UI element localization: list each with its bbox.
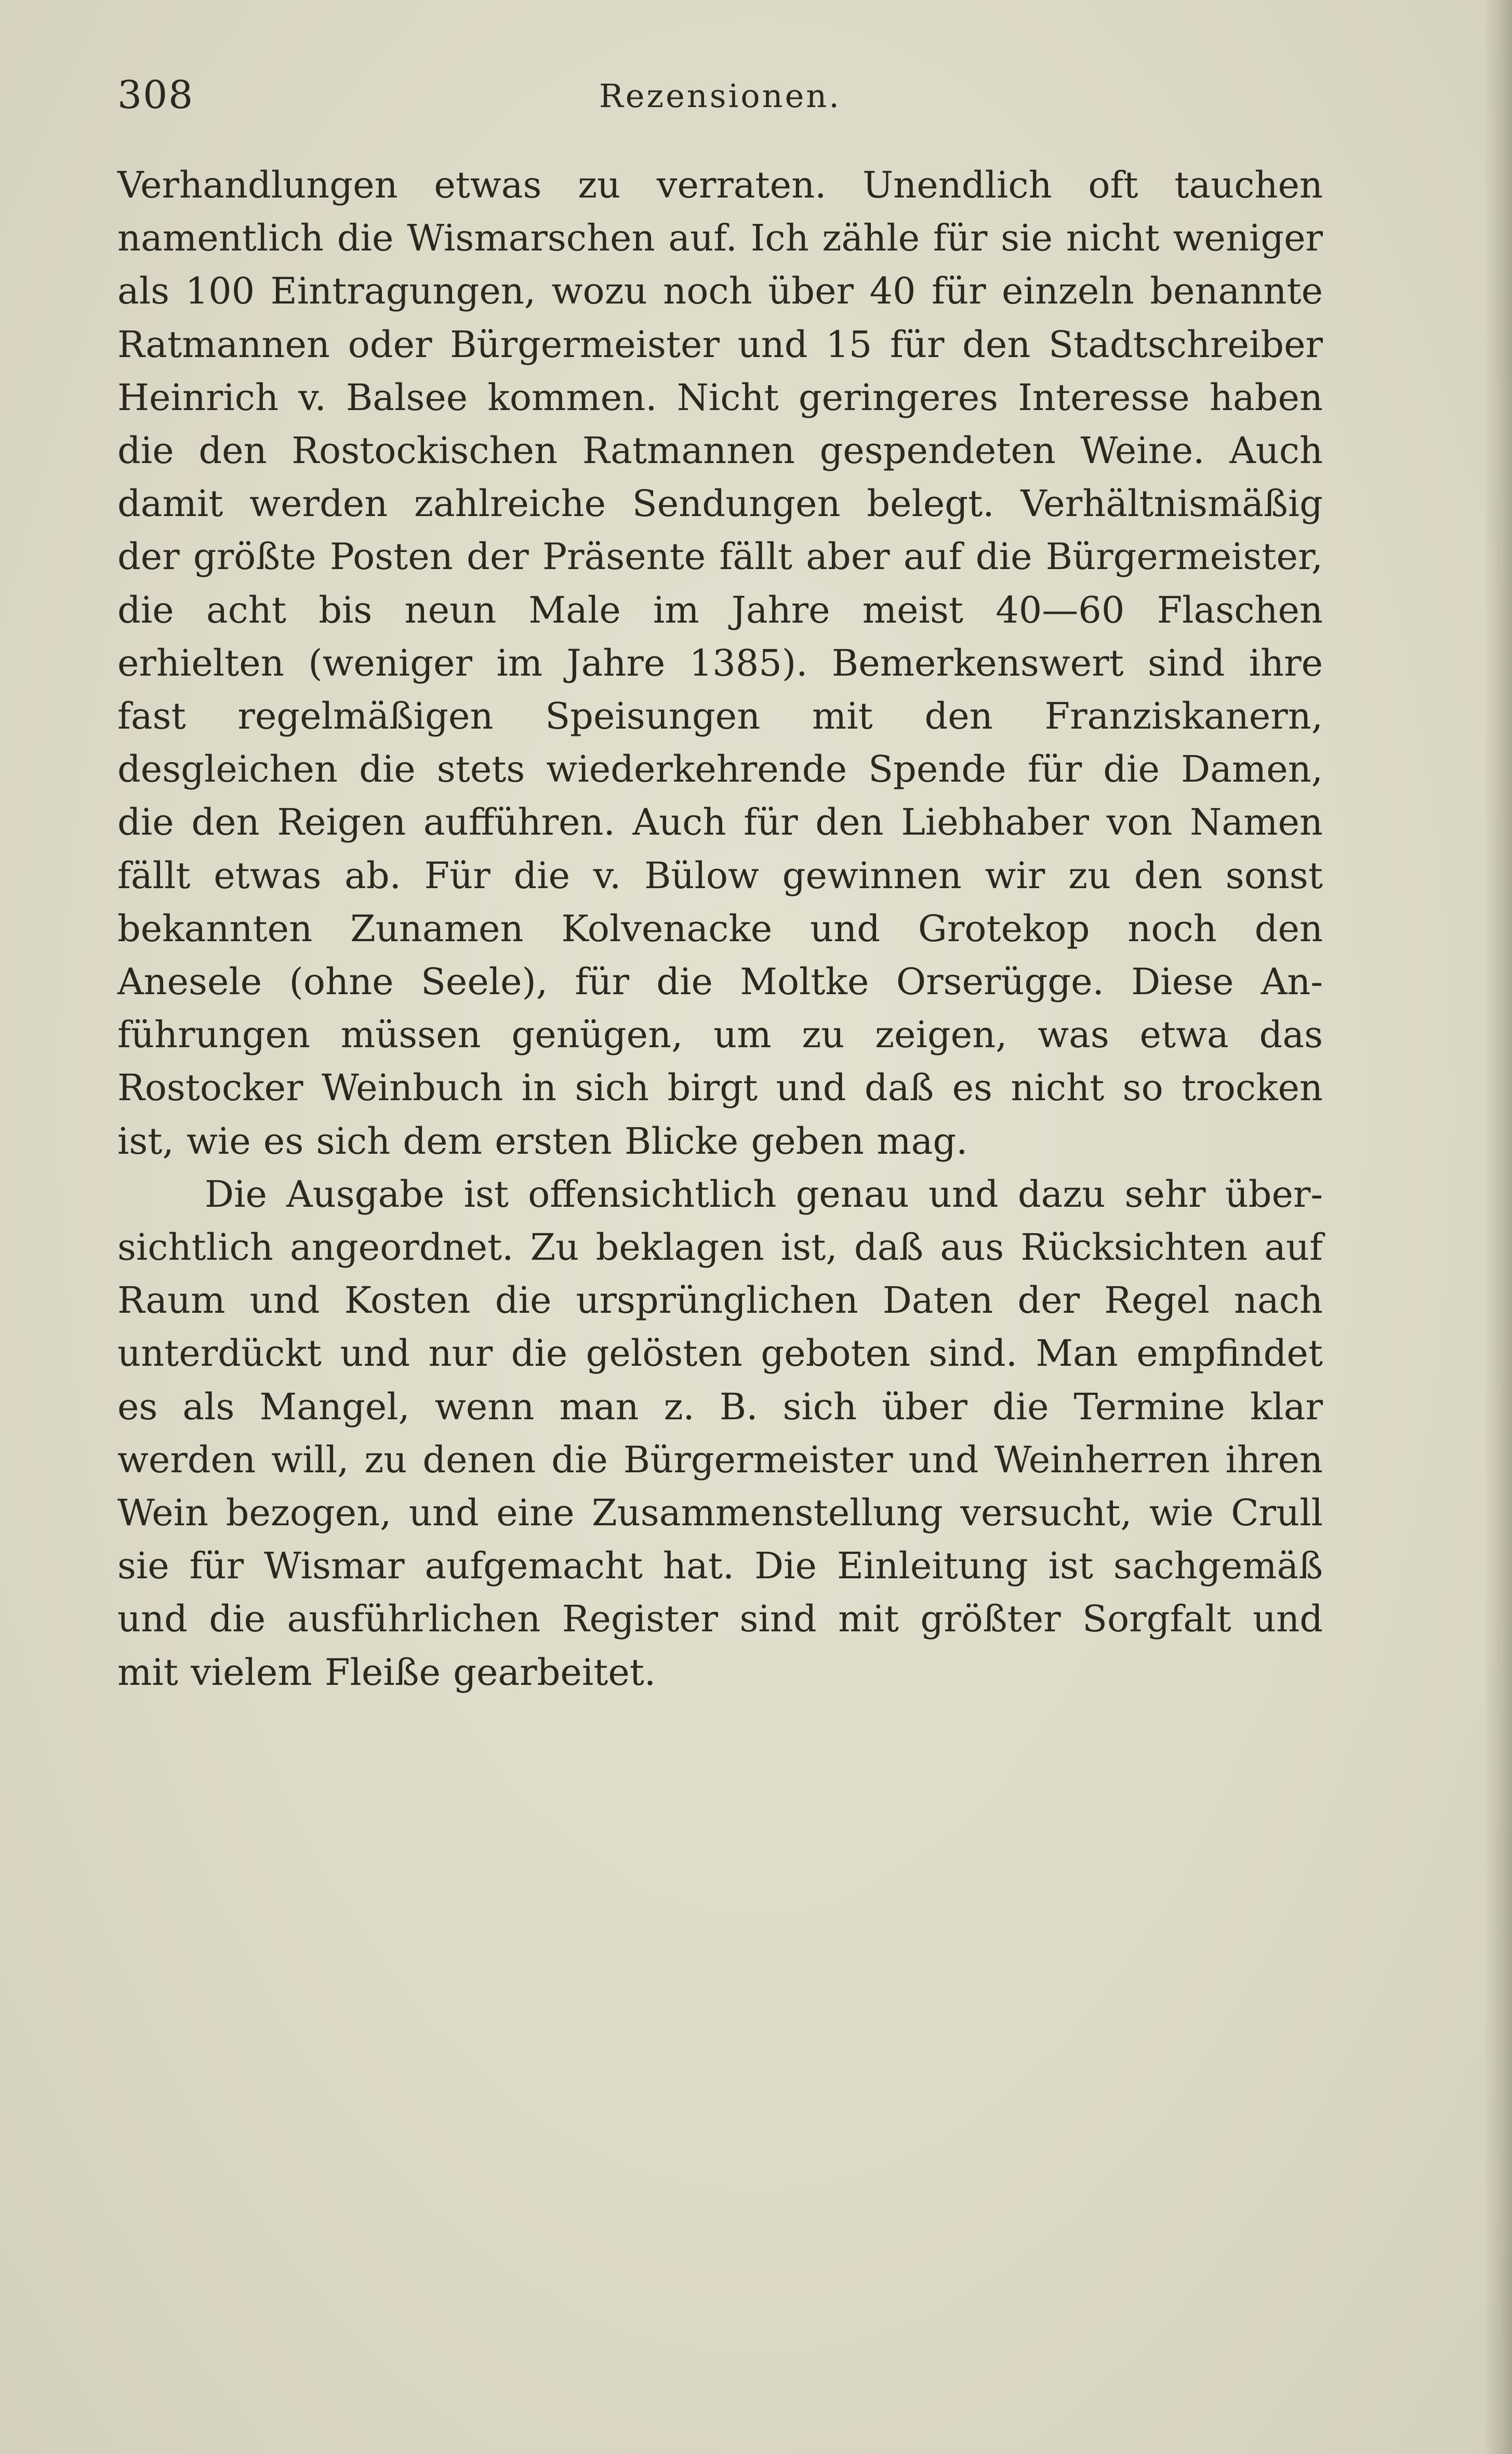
paragraph-1: Verhandlungen etwas zu verraten. Unendlich oft tauchen namentlich die Wismarschen auf. Ich zähle für sie nicht weniger als 100 Eintragungen, wozu noch über 40 für einzeln benannte Ratmannen oder Bürgermeister und 15 für den Stadtschreiber Heinrich v. Balsee kommen. Nicht geringeres Interesse haben die den Rostockischen Ratmannen gespendeten Weine. Auch damit werden zahlreiche Sendungen belegt. Verhältnismäßig der größte Posten der Präsente fällt aber auf die Bürgermeister, die acht bis neun Male im Jahre meist 40—60 Flaschen erhielten (weniger im Jahre 1385). Bemerkenswert sind ihre fast regelmäßigen Speisungen mit den Franziskanern, desgleichen die stets wiederkehrende Spende für die Damen, die den Reigen aufführen. Auch für den Liebhaber von Namen fällt etwas ab. Für die v. Bülow gewinnen wir zu den sonst bekannten Zunamen Kolvenacke und Grotekop noch den Anesele (ohne Seele), für die Moltke Orserügge. Diese Anführungen müssen genügen, um zu zeigen, was etwa das Rostocker Weinbuch in sich birgt und daß es nicht so trocken ist, wie es sich dem ersten Blicke geben mag. — [117, 164, 1323, 1163]
running-head: Rezensionen. — [599, 77, 841, 115]
page-edge-shadow — [1483, 0, 1512, 2454]
page-header — [117, 73, 1323, 130]
body-text — [117, 159, 1323, 1699]
paragraph-2: Die Ausgabe ist offensichtlich genau und dazu sehr übersichtlich angeordnet. Zu beklagen ist, daß aus Rücksichten auf Raum und Kosten die ursprünglichen Daten der Regel nach unterdückt und nur die gelösten geboten sind. Man empfindet es als Mangel, wenn man z. B. sich über die Termine klar werden will, zu denen die Bürgermeister und Weinherren ihren Wein bezogen, und eine Zusammenstellung versucht, wie Crull sie für Wismar aufgemacht hat. Die Einleitung ist sachgemäß und die ausführlichen Register sind mit größter Sorgfalt und mit vielem Fleiße gearbeitet. — [117, 1172, 1323, 1694]
page-number: 308 — [117, 73, 194, 117]
